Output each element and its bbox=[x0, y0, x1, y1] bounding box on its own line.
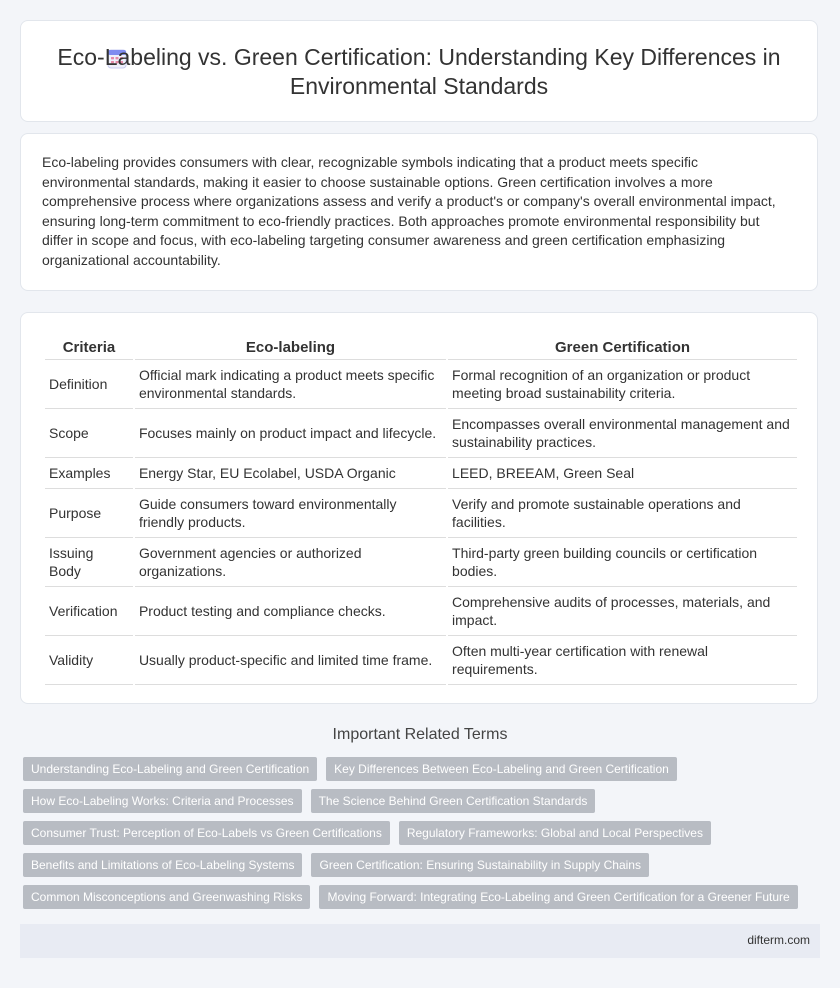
row-criteria: Validity bbox=[45, 636, 133, 685]
related-term-tag[interactable]: Understanding Eco-Labeling and Green Certification bbox=[23, 757, 317, 781]
table-row bbox=[45, 538, 797, 587]
related-term-tag[interactable]: Moving Forward: Integrating Eco-Labeling and Green Certification for a Greener Future bbox=[319, 885, 797, 909]
row-eco-labeling: Focuses mainly on product impact and lifecycle. bbox=[135, 409, 446, 458]
related-term-tag[interactable]: Consumer Trust: Perception of Eco-Labels vs Green Certifications bbox=[23, 821, 390, 845]
intro-paragraph: Eco-labeling provides consumers with clear, recognizable symbols indicating that a product meets specific environmental standards, making it easier to choose sustainable options. Green certification involves a more comprehensive process where organizations assess and verify a product's or company's overall environmental impact, ensuring long-term commitment to eco-friendly practices. Both approaches promote environmental responsibility but differ in scope and focus, with eco-labeling targeting consumer awareness and green certification emphasizing organizational accountability. bbox=[42, 154, 776, 268]
table-row bbox=[45, 587, 797, 636]
table-row bbox=[45, 360, 797, 409]
footer bbox=[20, 924, 820, 958]
table-row bbox=[45, 458, 797, 489]
footer-site-link[interactable]: difterm.com bbox=[747, 933, 810, 947]
row-criteria: Purpose bbox=[45, 489, 133, 538]
row-eco-labeling: Guide consumers toward environmentally friendly products. bbox=[135, 489, 446, 538]
row-green-certification: Formal recognition of an organization or product meeting broad sustainability criteria. bbox=[448, 360, 797, 409]
related-term-tag[interactable]: Regulatory Frameworks: Global and Local Perspectives bbox=[399, 821, 711, 845]
related-term-tag[interactable]: The Science Behind Green Certification Standards bbox=[311, 789, 596, 813]
row-green-certification: Encompasses overall environmental management and sustainability practices. bbox=[448, 409, 797, 458]
row-green-certification: Third-party green building councils or certification bodies. bbox=[448, 538, 797, 587]
intro-card bbox=[20, 133, 818, 291]
related-term-tag[interactable]: Key Differences Between Eco-Labeling and Green Certification bbox=[326, 757, 677, 781]
row-green-certification: Often multi-year certification with renewal requirements. bbox=[448, 636, 797, 685]
table-row bbox=[45, 409, 797, 458]
row-green-certification: LEED, BREEAM, Green Seal bbox=[448, 458, 797, 489]
comparison-card bbox=[20, 312, 818, 704]
row-criteria: Definition bbox=[45, 360, 133, 409]
related-term-tag[interactable]: Benefits and Limitations of Eco-Labeling Systems bbox=[23, 853, 302, 877]
table-header-row bbox=[45, 333, 797, 360]
row-criteria: Scope bbox=[45, 409, 133, 458]
related-terms-list bbox=[23, 757, 813, 917]
row-eco-labeling: Official mark indicating a product meets specific environmental standards. bbox=[135, 360, 446, 409]
row-green-certification: Verify and promote sustainable operations and facilities. bbox=[448, 489, 797, 538]
related-term-tag[interactable]: How Eco-Labeling Works: Criteria and Processes bbox=[23, 789, 302, 813]
row-eco-labeling: Energy Star, EU Ecolabel, USDA Organic bbox=[135, 458, 446, 489]
table-row bbox=[45, 489, 797, 538]
comparison-table bbox=[43, 333, 799, 685]
header-criteria: Criteria bbox=[45, 333, 133, 360]
table-row bbox=[45, 636, 797, 685]
related-term-tag[interactable]: Green Certification: Ensuring Sustainability in Supply Chains bbox=[311, 853, 649, 877]
row-eco-labeling: Usually product-specific and limited time frame. bbox=[135, 636, 446, 685]
row-criteria: Examples bbox=[45, 458, 133, 489]
related-term-tag[interactable]: Common Misconceptions and Greenwashing Risks bbox=[23, 885, 310, 909]
header-eco-labeling: Eco-labeling bbox=[135, 333, 446, 360]
row-eco-labeling: Product testing and compliance checks. bbox=[135, 587, 446, 636]
related-terms-title: Important Related Terms bbox=[332, 726, 508, 743]
row-eco-labeling: Government agencies or authorized organizations. bbox=[135, 538, 446, 587]
row-criteria: Verification bbox=[45, 587, 133, 636]
row-green-certification: Comprehensive audits of processes, materials, and impact. bbox=[448, 587, 797, 636]
header-card bbox=[20, 20, 818, 122]
header-green-certification: Green Certification bbox=[448, 333, 797, 360]
row-criteria: Issuing Body bbox=[45, 538, 133, 587]
page-title: Eco-Labeling vs. Green Certification: Understanding Key Differences in Environmental Standards bbox=[57, 44, 781, 99]
